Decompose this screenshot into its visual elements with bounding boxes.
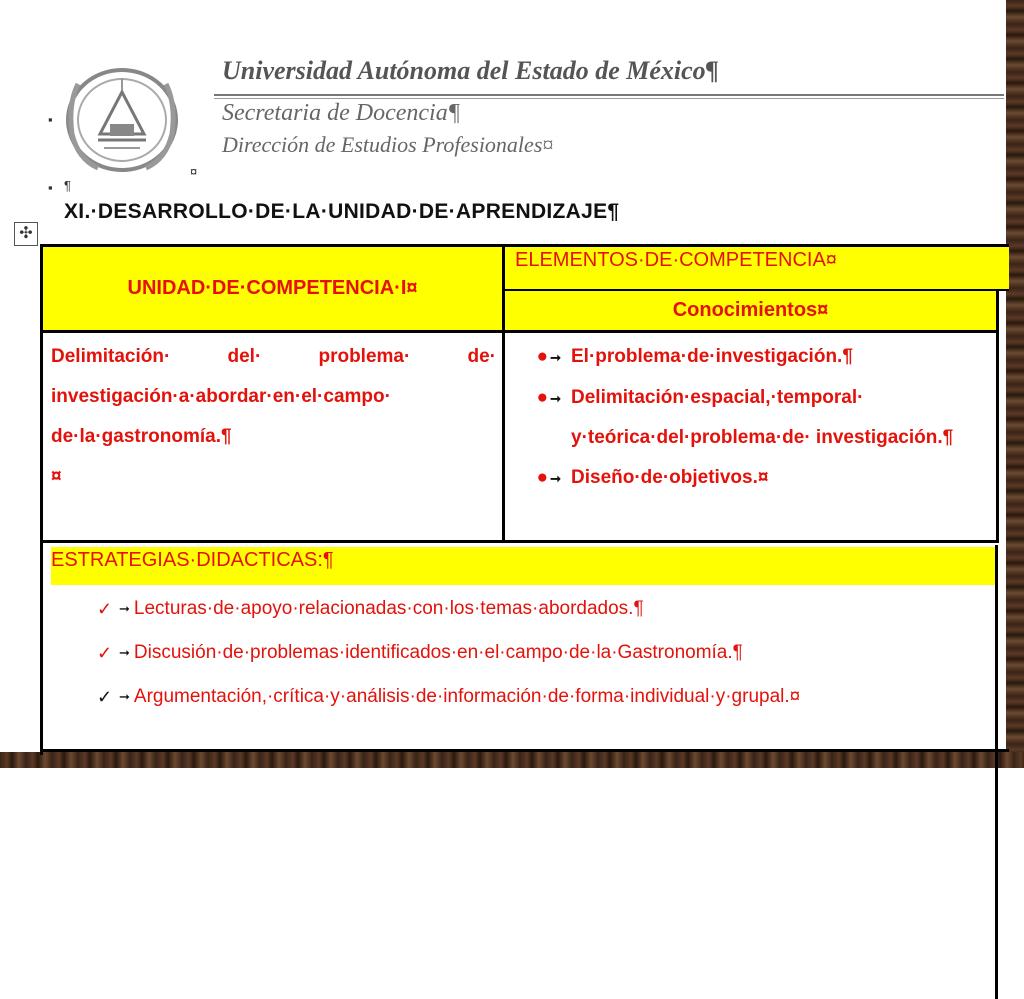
red-bullet-icon: ● ➞ (536, 346, 561, 367)
estrategias-header[interactable] (51, 547, 997, 585)
table-move-handle-icon[interactable]: ✣ (14, 222, 38, 246)
list-item[interactable] (97, 675, 997, 719)
estrategia-text: Lecturas·de·apoyo·relacionadas·con·los·temas·abordados.¶ (133, 598, 644, 619)
checkmark-icon: ✓ (97, 598, 113, 619)
checkmark-icon: ✓ (97, 642, 113, 663)
table-border-bottom (43, 749, 1009, 752)
university-name: Universidad Autónoma del Estado de México¶ (222, 56, 719, 85)
conocimientos-header-text: Conocimientos¤ (672, 299, 829, 321)
header-divider (214, 94, 1004, 96)
university-seal-icon (58, 64, 188, 176)
elementos-header-text: ELEMENTOS·DE·COMPETENCIA¤ (515, 249, 837, 271)
list-item (513, 458, 988, 499)
estrategias-header-text: ESTRATEGIAS·DIDACTICAS:¶ (51, 549, 334, 571)
estrategia-text: Argumentación,·crítica·y·análisis·de·información·de·forma·individual·y·grupal.¤ (133, 686, 801, 707)
tab-arrow-icon: ➞ (550, 391, 561, 406)
red-bullet-icon: ● ➞ (536, 467, 561, 488)
cell-end-mark: ¤ (190, 164, 198, 179)
checkmark-icon: ✓ (97, 686, 113, 707)
unidad-description: Delimitación· del· problema· de· investigación·a·abordar·en·el·campo· de·la·gastronomía.¶ (51, 346, 496, 447)
list-item (513, 337, 988, 378)
direccion-title: Dirección de Estudios Profesionales¤ (222, 132, 554, 157)
tab-arrow-icon: ➞ (119, 601, 130, 616)
list-item[interactable] (97, 587, 997, 631)
pilcrow-mark: ¶ (64, 178, 71, 193)
unidad-header-cell[interactable] (43, 247, 505, 333)
table-border-right (995, 545, 998, 999)
tab-arrow-icon: ➞ (119, 689, 130, 704)
competency-table (40, 244, 1009, 755)
red-bullet-icon: ● ➞ (536, 387, 561, 408)
list-item (513, 378, 988, 458)
estrategia-text: Discusión·de·problemas·identificados·en·el·campo·de·la·Gastronomía.¶ (133, 642, 743, 663)
secretaria-title: Secretaria de Docencia¶ (222, 100, 461, 126)
paragraph-mark: ▪ (48, 112, 53, 127)
unidad-body-cell[interactable] (43, 333, 505, 543)
unidad-header-text: UNIDAD·DE·COMPETENCIA·I¤ (127, 277, 418, 299)
estrategias-list (97, 587, 997, 719)
tab-arrow-icon: ➞ (550, 471, 561, 486)
conocimientos-header-cell[interactable] (505, 291, 999, 333)
conocimiento-text: Diseño·de·objetivos.¤ (571, 467, 769, 488)
conocimiento-text: El·problema·de·investigación.¶ (571, 346, 853, 367)
unidad-end-mark: ¤ (51, 466, 62, 487)
tab-arrow-icon: ➞ (119, 645, 130, 660)
elementos-header-cell[interactable] (505, 247, 1009, 291)
list-item[interactable] (97, 631, 997, 675)
header-divider-thin (214, 98, 1004, 99)
paragraph-mark-bullet: ▪ (48, 180, 53, 195)
conocimiento-text: Delimitación·espacial,·temporal· y·teórica·del·problema·de· investigación.¶ (571, 387, 954, 448)
section-title: XI.·DESARROLLO·DE·LA·UNIDAD·DE·APRENDIZAJE¶ (64, 200, 620, 223)
conocimientos-body-cell[interactable] (505, 333, 999, 543)
tab-arrow-icon: ➞ (550, 350, 561, 365)
